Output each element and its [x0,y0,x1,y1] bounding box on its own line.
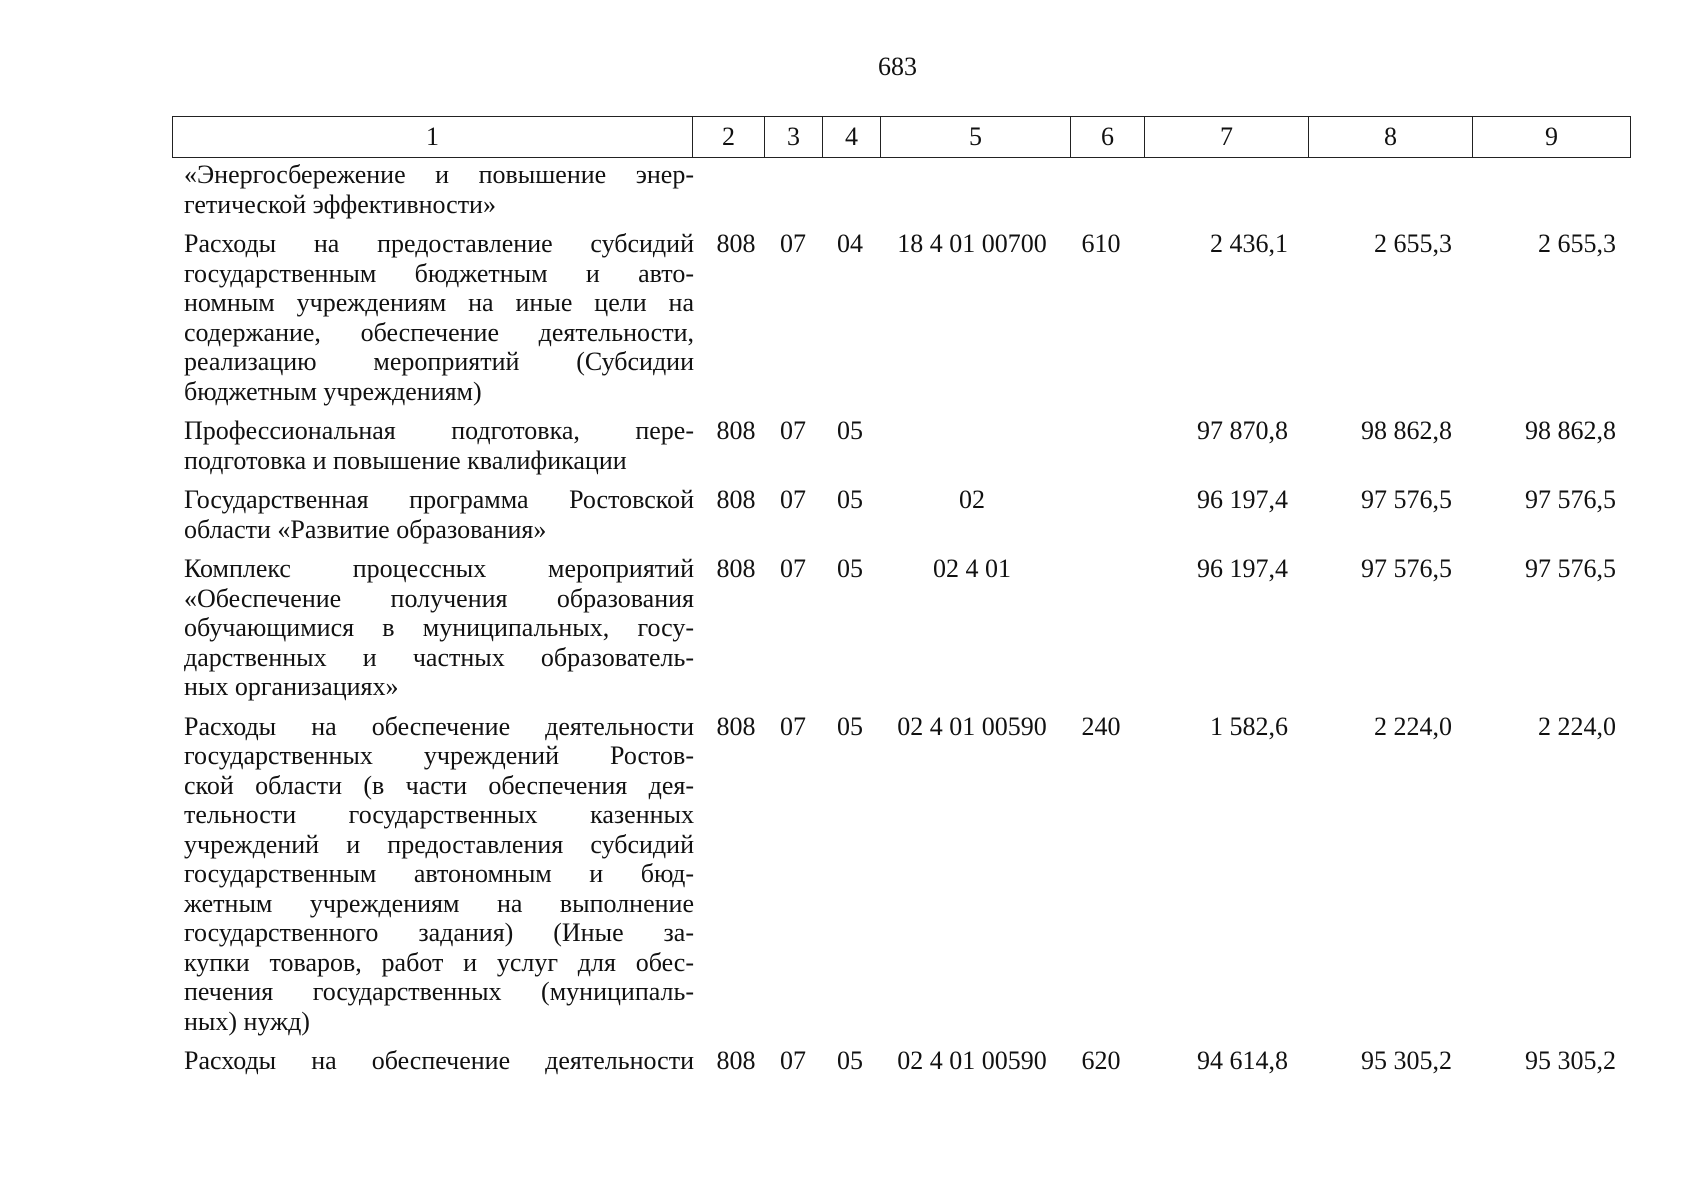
row-code-6 [1066,160,1136,219]
row-code-6: 610 [1081,229,1121,258]
row-code-2: 808 [716,485,756,514]
description-line: содержание, обеспечение деятельности, [184,317,694,347]
row-description [172,485,694,544]
column-header-table [172,116,1631,158]
row-code-4: 05 [837,554,863,583]
description-line: номным учреждениям на иные цели на [184,288,694,317]
table-row [172,485,1630,544]
description-line: ской области (в части обеспечения дея- [184,770,694,800]
description-line: «Энергосбережение и повышение энер- [184,160,694,189]
row-code-3: 07 [780,554,806,583]
table-body [172,160,1630,1076]
row-amount-9: 2 224,0 [1538,711,1616,741]
column-header-1: 1 [173,117,693,158]
row-code-2: 808 [716,554,756,583]
row-code-5: 02 4 01 00590 [897,711,1047,741]
row-code-6: 240 [1081,711,1121,741]
column-header-8: 8 [1309,117,1473,158]
description-line: ных) нужд) [184,1006,310,1036]
description-line: гетической эффективности» [184,189,496,219]
row-amount-8: 2 224,0 [1374,711,1452,741]
column-header-2: 2 [693,117,765,158]
row-description [172,712,694,1037]
description-line: купки товаров, работ и услуг для обес- [184,947,694,977]
row-code-3: 07 [780,1046,806,1075]
row-description [172,554,694,702]
row-amount-9: 97 576,5 [1525,554,1616,583]
column-header-4: 4 [823,117,881,158]
description-line: бюджетным учреждениям) [184,376,482,406]
column-header-6: 6 [1071,117,1145,158]
description-line: жетным учреждениям на выполнение [184,888,694,918]
row-code-4: 05 [837,485,863,514]
row-code-2: 808 [716,1046,756,1075]
row-description [172,416,694,475]
description-line: Расходы на предоставление субсидий [184,229,694,258]
row-amount-7: 97 870,8 [1197,416,1288,445]
row-code-2: 808 [716,229,756,258]
row-amount-9: 98 862,8 [1525,416,1616,445]
row-amount-8: 95 305,2 [1361,1046,1452,1075]
row-code-2: 808 [716,711,756,741]
row-code-5 [878,416,1066,475]
table-row [172,1046,1630,1076]
description-line: государственных учреждений Ростов- [184,741,694,770]
row-code-2 [708,160,764,219]
column-header-row [173,117,1631,158]
row-amount-8: 2 655,3 [1374,229,1452,258]
table-row [172,160,1630,219]
row-amount-9: 95 305,2 [1525,1046,1616,1075]
description-line: подготовка и повышение квалификации [184,445,627,475]
row-amount-7: 96 197,4 [1197,485,1288,514]
row-amount-9: 2 655,3 [1538,229,1616,258]
description-line: ных организациях» [184,672,399,701]
description-line: Государственная программа Ростовской [184,485,694,514]
row-code-3: 07 [780,485,806,514]
description-line: государственного задания) (Иные за- [184,918,694,947]
row-amount-8: 97 576,5 [1361,554,1452,583]
row-amount-8: 97 576,5 [1361,485,1452,514]
column-header-3: 3 [765,117,823,158]
row-code-4: 05 [837,711,863,741]
row-amount-8 [1300,160,1464,219]
page-number: 683 [878,52,917,81]
row-amount-7: 96 197,4 [1197,554,1288,583]
row-code-4: 04 [837,229,863,258]
row-code-5: 02 4 01 00590 [897,1046,1047,1075]
description-line: тельности государственных казенных [184,800,694,829]
row-code-3 [764,160,822,219]
row-code-5 [878,160,1066,219]
row-code-4: 05 [837,416,863,445]
row-code-2: 808 [716,416,756,445]
row-amount-7: 2 436,1 [1210,229,1288,258]
row-amount-7: 1 582,6 [1210,711,1288,741]
column-header-9: 9 [1473,117,1631,158]
row-code-6 [1066,485,1136,544]
description-line: учреждений и предоставления субсидий [184,829,694,859]
description-line: государственным бюджетным и авто- [184,258,694,288]
description-line: Расходы на обеспечение деятельности [184,1046,694,1075]
row-code-5: 18 4 01 00700 [897,229,1047,258]
row-amount-7: 94 614,8 [1197,1046,1288,1075]
table-row [172,229,1630,406]
description-line: печения государственных (муниципаль- [184,977,694,1006]
row-code-4 [822,160,878,219]
description-line: государственным автономным и бюд- [184,859,694,888]
row-amount-8: 98 862,8 [1361,416,1452,445]
description-line: Профессиональная подготовка, пере- [184,416,694,445]
row-code-4: 05 [837,1046,863,1075]
row-description [172,229,694,406]
description-line: Комплекс процессных мероприятий [184,554,694,583]
row-description [172,1046,694,1076]
row-code-3: 07 [780,416,806,445]
row-code-5: 02 4 01 [933,554,1011,583]
row-code-6 [1066,416,1136,475]
row-amount-7 [1136,160,1300,219]
row-amount-9: 97 576,5 [1525,485,1616,514]
row-code-6 [1066,554,1136,702]
table-row [172,554,1630,702]
table-row [172,416,1630,475]
description-line: «Обеспечение получения образования [184,583,694,613]
row-code-6: 620 [1081,1046,1121,1075]
row-description [172,160,694,219]
description-line: области «Развитие образования» [184,514,547,544]
description-line: Расходы на обеспечение деятельности [184,711,694,741]
column-header-7: 7 [1145,117,1309,158]
row-amount-9 [1464,160,1628,219]
column-header-5: 5 [881,117,1071,158]
description-line: реализацию мероприятий (Субсидии [184,347,694,376]
table-row [172,712,1630,1037]
row-code-3: 07 [780,711,806,741]
description-line: дарственных и частных образователь- [184,642,694,672]
row-code-3: 07 [780,229,806,258]
row-code-5: 02 [959,485,985,514]
description-line: обучающимися в муниципальных, госу- [184,613,694,642]
